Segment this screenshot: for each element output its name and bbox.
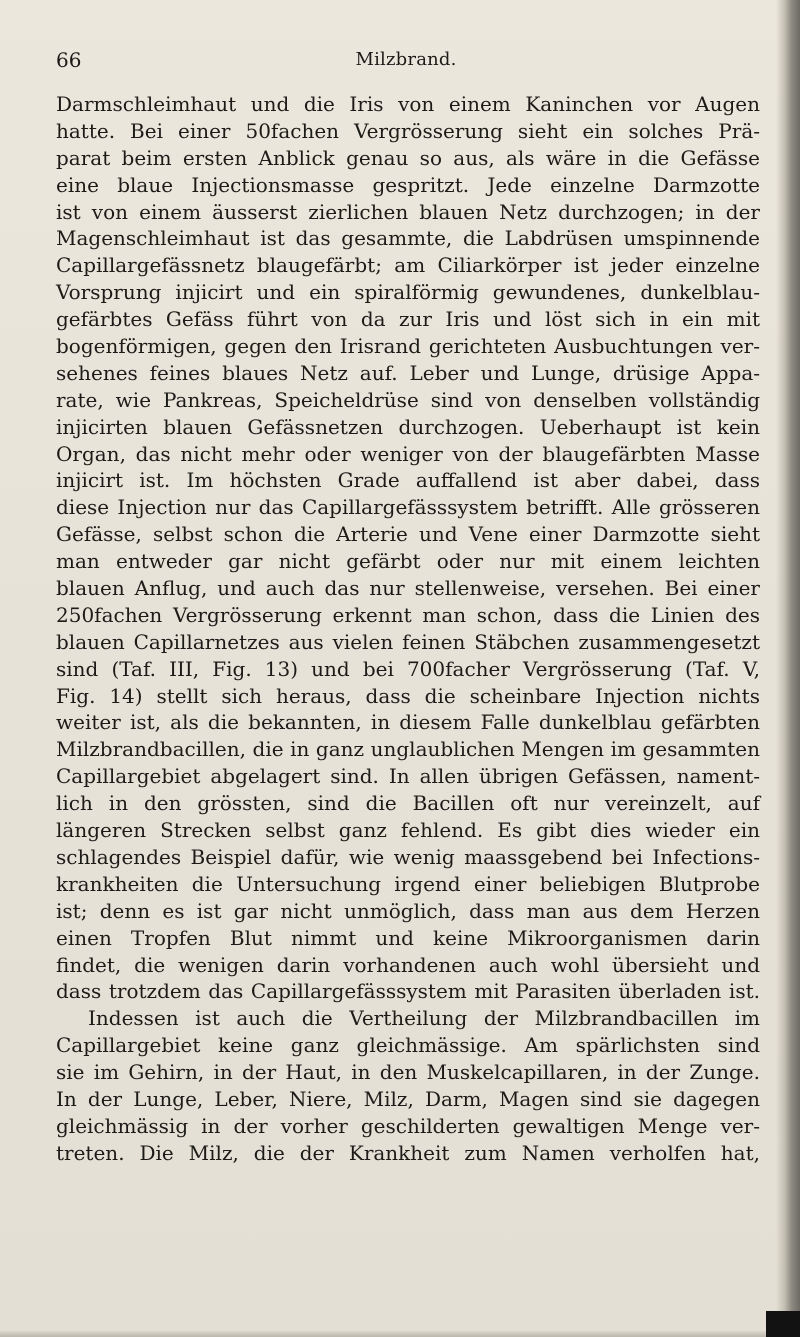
- text-line-39: gleichmässig in der vorher geschilderten gewaltigen Menge ver-: [56, 1113, 760, 1138]
- text-line-25: Milzbrandbacillen, die in ganz unglaublichen Mengen im gesammten: [56, 737, 760, 762]
- text-line-5: ist von einem äusserst zierlichen blauen Netz durchzogen; in der: [56, 199, 760, 224]
- text-line-40: treten. Die Milz, die der Krankheit zum Namen verholfen hat,: [56, 1140, 760, 1165]
- text-line-32: einen Tropfen Blut nimmt und keine Mikroorganismen darin: [56, 925, 760, 950]
- text-line-1: Darmschleimhaut und die Iris von einem Kaninchen vor Augen: [56, 92, 760, 116]
- text-line-34: dass trotzdem das Capillargefässsystem mit Parasiten überladen ist.: [56, 979, 760, 1004]
- running-title: Milzbrand.: [355, 49, 457, 70]
- page-number: 66: [56, 48, 82, 72]
- scan-corner-mark: [766, 1311, 800, 1337]
- text-line-19: blauen Anflug, und auch das nur stellenweise, versehen. Bei einer: [56, 576, 760, 601]
- text-line-12: rate, wie Pankreas, Speicheldrüse sind von denselben vollständig: [56, 387, 760, 412]
- text-line-11: sehenes feines blaues Netz auf. Leber und Lunge, drüsige Appa-: [56, 360, 760, 385]
- text-line-3: parat beim ersten Anblick genau so aus, als wäre in die Gefässe: [56, 145, 760, 170]
- body-text: [56, 91, 760, 1167]
- text-line-35: Indessen ist auch die Vertheilung der Milzbrandbacillen im: [88, 1006, 760, 1031]
- text-line-8: Vorsprung injicirt und ein spiralförmig gewundenes, dunkelblau-: [56, 280, 760, 305]
- text-line-14: Organ, das nicht mehr oder weniger von der blaugefärbten Masse: [56, 441, 760, 466]
- text-line-23: Fig. 14) stellt sich heraus, dass die scheinbare Injection nichts: [56, 683, 760, 708]
- text-line-7: Capillargefässnetz blaugefärbt; am Ciliarkörper ist jeder einzelne: [56, 253, 760, 278]
- text-line-6: Magenschleimhaut ist das gesammte, die Labdrüsen umspinnende: [56, 226, 760, 251]
- text-line-21: blauen Capillarnetzes aus vielen feinen Stäbchen zusammengesetzt: [56, 629, 760, 654]
- text-line-22: sind (Taf. III, Fig. 13) und bei 700facher Vergrösserung (Taf. V,: [56, 656, 760, 681]
- text-line-20: 250fachen Vergrösserung erkennt man schon, dass die Linien des: [56, 602, 760, 627]
- text-line-27: lich in den grössten, sind die Bacillen oft nur vereinzelt, auf: [56, 791, 760, 816]
- text-line-10: bogenförmigen, gegen den Irisrand gerichteten Ausbuchtungen ver-: [56, 334, 760, 359]
- page-edge-shadow: [776, 0, 800, 1337]
- page-bottom-edge: [0, 1331, 800, 1337]
- text-line-38: In der Lunge, Leber, Niere, Milz, Darm, Magen sind sie dagegen: [56, 1086, 760, 1111]
- text-line-33: findet, die wenigen darin vorhandenen auch wohl übersieht und: [56, 952, 760, 977]
- text-line-29: schlagendes Beispiel dafür, wie wenig maassgebend bei Infections-: [56, 844, 760, 869]
- text-line-24: weiter ist, als die bekannten, in diesem Falle dunkelblau gefärbten: [56, 710, 760, 735]
- text-line-28: längeren Strecken selbst ganz fehlend. Es gibt dies wieder ein: [56, 818, 760, 843]
- text-line-17: Gefässe, selbst schon die Arterie und Vene einer Darmzotte sieht: [56, 522, 760, 547]
- text-line-18: man entweder gar nicht gefärbt oder nur mit einem leichten: [56, 549, 760, 574]
- text-line-13: injicirten blauen Gefässnetzen durchzogen. Ueberhaupt ist kein: [56, 414, 760, 439]
- text-line-26: Capillargebiet abgelagert sind. In allen übrigen Gefässen, nament-: [56, 764, 760, 789]
- text-line-31: ist; denn es ist gar nicht unmöglich, dass man aus dem Herzen: [56, 898, 760, 923]
- text-line-4: eine blaue Injectionsmasse gespritzt. Jede einzelne Darmzotte: [56, 172, 760, 197]
- text-line-30: krankheiten die Untersuchung irgend einer beliebigen Blutprobe: [56, 871, 760, 896]
- text-line-9: gefärbtes Gefäss führt von da zur Iris und löst sich in ein mit: [56, 307, 760, 332]
- page-header: [56, 48, 756, 80]
- text-line-16: diese Injection nur das Capillargefässsystem betrifft. Alle grösseren: [56, 495, 760, 520]
- text-line-15: injicirt ist. Im höchsten Grade auffallend ist aber dabei, dass: [56, 468, 760, 493]
- text-line-2: hatte. Bei einer 50fachen Vergrösserung sieht ein solches Prä-: [56, 118, 760, 143]
- text-line-36: Capillargebiet keine ganz gleichmässige. Am spärlichsten sind: [56, 1033, 760, 1058]
- text-line-37: sie im Gehirn, in der Haut, in den Muskelcapillaren, in der Zunge.: [56, 1060, 760, 1085]
